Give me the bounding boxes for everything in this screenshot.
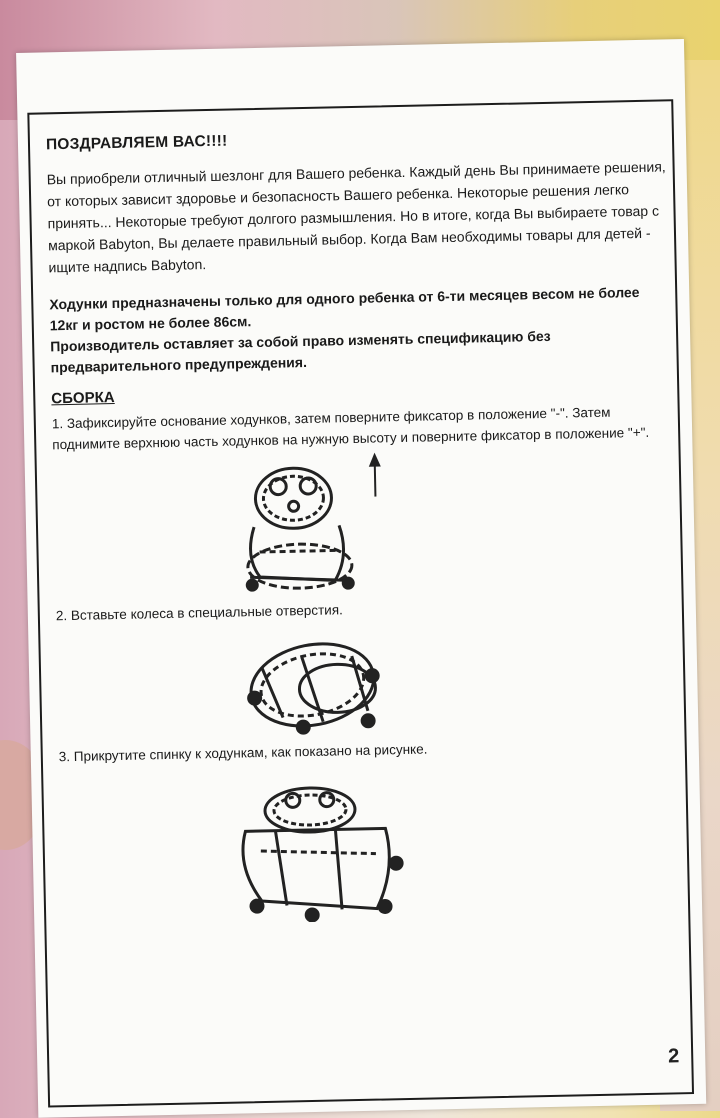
step-1: 1. Зафиксируйте основание ходунков, затем поверните фиксатор в положение "-". Затем поднимите верхнюю часть ходунков на нужную высоту и поверните фиксатор в положение "+".	[51, 404, 650, 453]
page-number: 2	[667, 1045, 680, 1068]
up-arrow-icon	[369, 452, 382, 496]
congrats-heading: ПОЗДРАВЛЯЕМ ВАС!!!!	[45, 132, 228, 154]
usage-notice: Ходунки предназначены только для одного ребенка от 6-ти месяцев весом не более 12кг и ростом не более 86см.	[49, 283, 640, 334]
walker-wheels-illustration	[56, 613, 680, 746]
notice-block	[49, 281, 673, 378]
walker-folded-illustration	[53, 442, 678, 605]
walker-assembled-illustration	[59, 754, 684, 927]
instruction-sheet	[16, 39, 706, 1118]
step-3: 3. Прикрутите спинку к ходункам, как показано на рисунке.	[58, 741, 428, 765]
spec-notice: Производитель оставляет за собой право изменять спецификацию без предварительного предупреждения.	[50, 327, 551, 376]
step-2: 2. Вставьте колеса в специальные отверстия.	[55, 602, 343, 624]
assembly-heading: СБОРКА	[51, 389, 115, 408]
intro-paragraph: Вы приобрели отличный шезлонг для Вашего ребенка. Каждый день Вы принимаете решения, от которых зависит здоровье и безопасность Вашего ребенка. Некоторые решения легко принять... Некоторые требуют долгого размышления. Но в итоге, когда Вы выбираете товар с маркой Babyton, Вы делаете правильный выбор. Когда Вам необходимы товары для детей - ищите надпись Babyton.	[46, 158, 666, 276]
content	[46, 123, 684, 927]
